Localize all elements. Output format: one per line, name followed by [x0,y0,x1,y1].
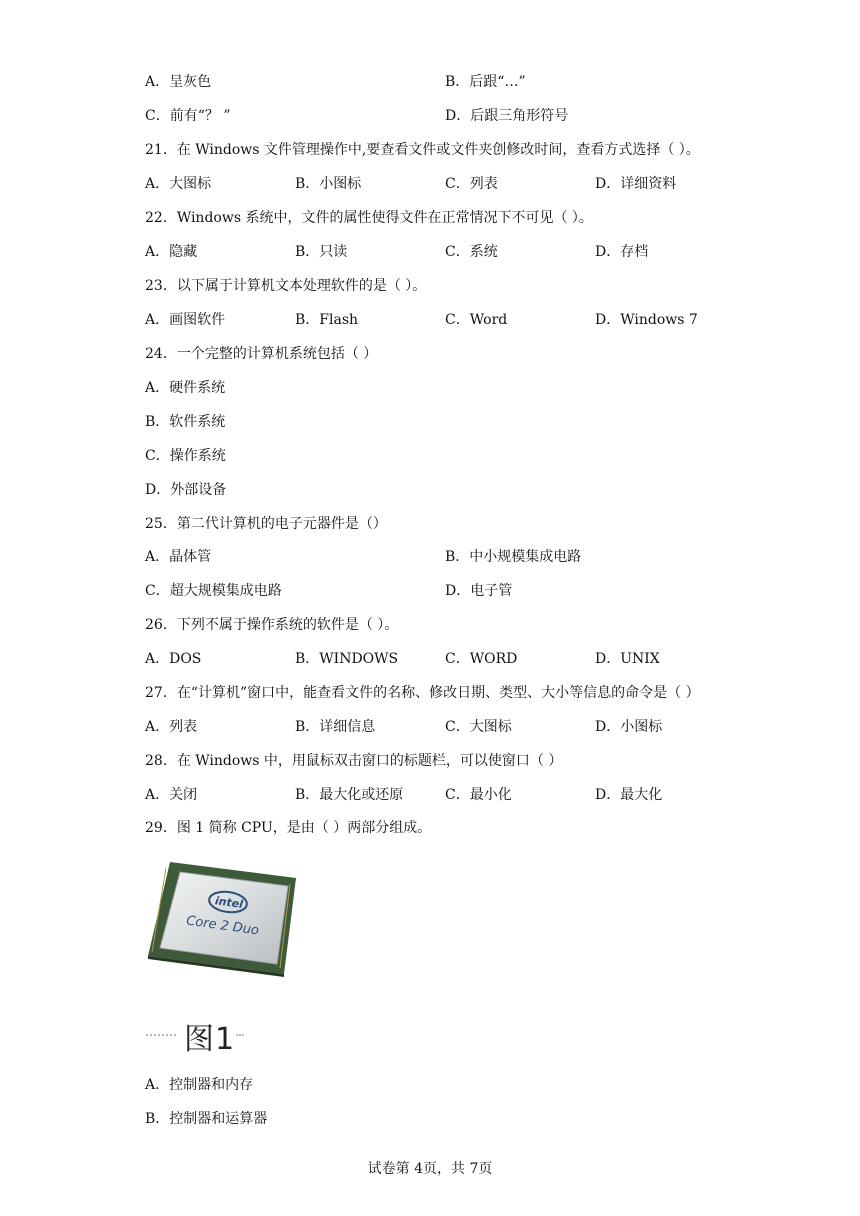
question-21-stem: 21．在 Windows 文件管理操作中,要查看文件或文件夹创修改时间，查看方式选择（ ）。 [145,142,700,158]
option-b: B．Flash [295,312,359,328]
question-29-stem: 29．图 1 简称 CPU，是由（ ）两部分组成。 [145,820,432,836]
option-d: D．最大化 [595,787,663,803]
option-d: D．电子管 [445,583,513,599]
question-29-option-b: B．控制器和运算器 [145,1111,268,1127]
chip-model-label: Core 2 Duo [185,913,260,939]
option-a: A．晶体管 [145,549,212,565]
option-b: B．后跟“…” [445,74,526,90]
question-24-option-a: A．硬件系统 [145,380,226,396]
option-b: B．中小规模集成电路 [445,549,582,565]
figure-caption [146,1012,256,1056]
figure-caption-text: 图1 [184,1022,236,1057]
option-a: A．画图软件 [145,312,226,328]
option-d: D．Windows 7 [595,312,698,328]
cpu-chip-icon [146,858,300,978]
option-a: A．DOS [145,651,202,667]
question-24-option-b: B．软件系统 [145,414,226,430]
cpu-chip-figure [146,858,300,978]
option-c: C．最小化 [445,787,512,803]
option-c: C．大图标 [445,719,512,735]
option-b: B．WINDOWS [295,651,399,667]
option-c: C．超大规模集成电路 [145,583,282,599]
option-c: C．Word [445,312,508,328]
question-27-stem: 27．在“计算机”窗口中，能查看文件的名称、修改日期、类型、大小等信息的命令是（ ） [145,685,700,701]
page-footer: 试卷第 4页，共 7页 [367,1161,493,1177]
option-a: A．隐藏 [145,244,198,260]
option-a: A．列表 [145,719,198,735]
option-c: C．WORD [445,651,518,667]
option-c: C．系统 [445,244,498,260]
option-d: D．小图标 [595,719,663,735]
question-24-option-c: C．操作系统 [145,448,226,464]
option-b: B．只读 [295,244,348,260]
option-c: C．前有“？ ” [145,108,231,124]
question-24-stem: 24．一个完整的计算机系统包括（ ） [145,346,378,362]
question-28-stem: 28．在 Windows 中，用鼠标双击窗口的标题栏，可以使窗口（ ） [145,753,563,769]
question-25-stem: 25．第二代计算机的电子元器件是（） [145,516,387,532]
option-c: C．列表 [445,176,498,192]
option-b: B．小图标 [295,176,362,192]
option-a: A．关闭 [145,787,198,803]
question-29-option-a: A．控制器和内存 [145,1077,254,1093]
option-d: D．详细资料 [595,176,677,192]
question-24-option-d: D．外部设备 [145,482,227,498]
option-b: B．详细信息 [295,719,376,735]
question-23-stem: 23．以下属于计算机文本处理软件的是（ ）。 [145,278,427,294]
option-d: D．存档 [595,244,649,260]
option-a: A．大图标 [145,176,212,192]
option-d: D．后跟三角形符号 [445,108,569,124]
option-d: D．UNIX [595,651,660,667]
option-b: B．最大化或还原 [295,787,404,803]
option-a: A．呈灰色 [145,74,212,90]
question-26-stem: 26．下列不属于操作系统的软件是（ ）。 [145,617,399,633]
question-22-stem: 22．Windows 系统中，文件的属性使得文件在正常情况下不可见（ ）。 [145,210,593,226]
chip-brand-label: intel [214,894,244,912]
